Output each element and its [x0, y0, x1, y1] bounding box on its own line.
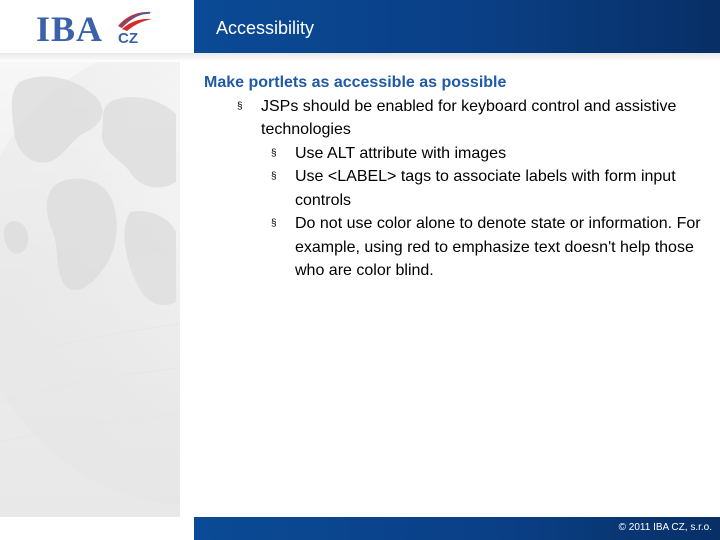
footer-bar [194, 517, 720, 540]
logo-subtext: CZ [118, 30, 138, 47]
bullet-icon: § [271, 171, 277, 182]
sub-list-item-text: Use <LABEL> tags to associate labels with form input controls [295, 168, 676, 209]
slide-title: Accessibility [216, 18, 315, 38]
sub-list-item-text: Use ALT attribute with images [295, 144, 507, 162]
globe-background [0, 62, 180, 540]
footer-left [0, 517, 194, 540]
list-item [204, 95, 704, 283]
bullet-icon: § [271, 147, 277, 159]
sub-list-item [261, 142, 704, 166]
sub-list-item [261, 212, 704, 283]
sub-list-item-text: Do not use color alone to denote state or information. For example, using red to emphasize text doesn't help those who are color blind. [295, 215, 701, 279]
logo-swoosh-icon [118, 12, 152, 31]
globe-map-icon [0, 62, 180, 540]
company-logo [0, 0, 194, 53]
bullet-icon: § [237, 100, 243, 112]
slide-content [204, 71, 704, 283]
header-divider [0, 53, 720, 62]
content-heading: Make portlets as accessible as possible [204, 74, 507, 91]
sub-bullet-list [261, 142, 704, 283]
copyright-text: © 2011 IBA CZ, s.r.o. [618, 522, 712, 533]
header-bar [194, 0, 720, 53]
bullet-icon: § [271, 218, 277, 229]
sub-list-item [261, 165, 704, 212]
list-item-text: JSPs should be enabled for keyboard control and assistive technologies [261, 97, 677, 138]
logo-text: IBA [36, 9, 104, 49]
bullet-list [204, 95, 704, 283]
